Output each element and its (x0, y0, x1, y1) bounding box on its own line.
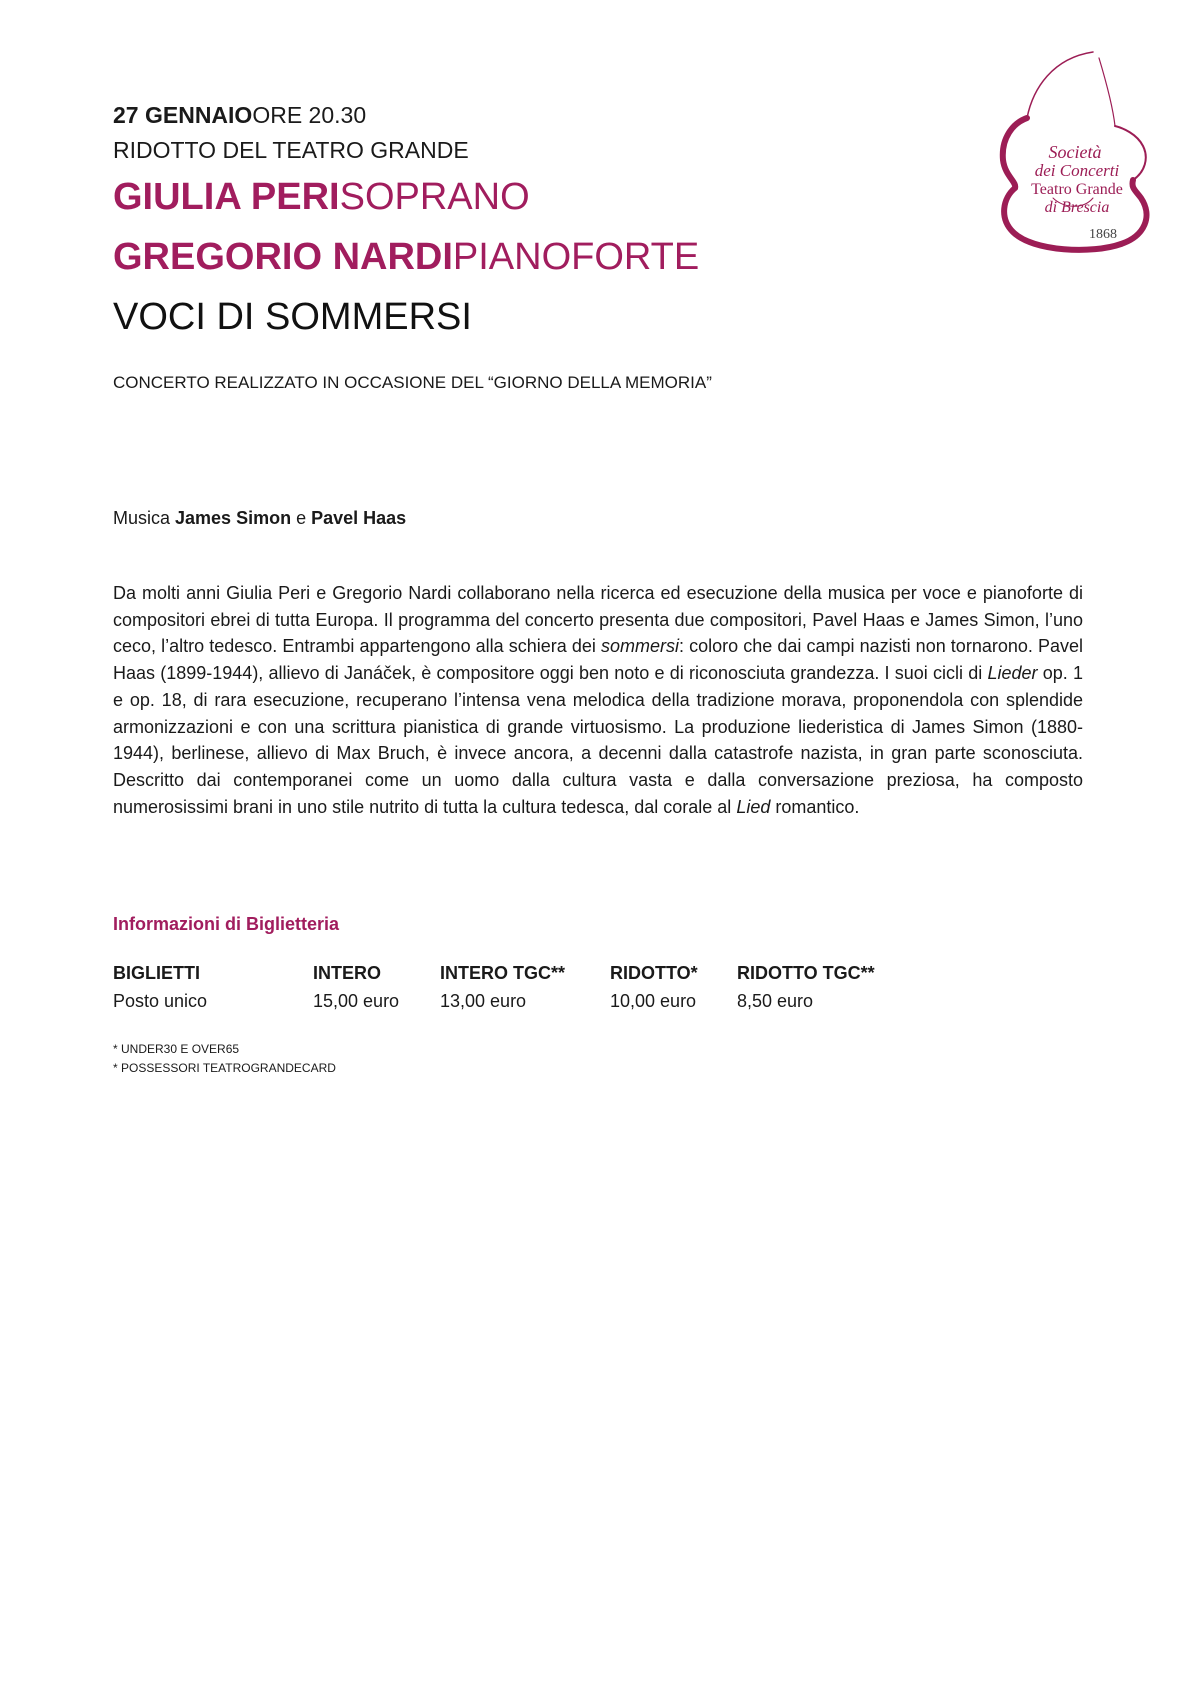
description-italic-3: Lied (736, 796, 771, 817)
artist-2 (113, 234, 699, 280)
music-credits (113, 506, 406, 530)
description-part-3: op. 1 e op. 18, di rara esecuzione, recuperano l’intensa vena melodica della tradizione morava, proponendola con splendide armonizzazioni e con una scrittura pianistica di grande virtuosismo. La produzione liederistica di James Simon (1880-1944), berlinese, allievo di Max Bruch, è invece ancora, a decenni dalla catastrofe nazista, in gran parte sconosciuta. Descritto dai contemporanei come un uomo dalla cultura vasta e dalla conversazione preziosa, ha composto numerosissimi brani in uno stile nutrito di tutta la cultura tedesca, dal corale al (113, 663, 1083, 817)
logo-text-line-2: dei Concerti (1034, 161, 1120, 180)
artist-1-name: GIULIA PERI (113, 176, 340, 218)
concert-date: 27 GENNAIO (113, 102, 253, 128)
ticket-header-cell: RIDOTTO TGC** (737, 963, 875, 983)
ticket-cell: Posto unico (113, 991, 208, 1011)
artist-2-role: PIANOFORTE (452, 236, 700, 278)
logo-text-line-3: Teatro Grande (1031, 181, 1123, 198)
date-time-line (113, 100, 366, 130)
description-part-1: Da molti anni Giulia Peri e Gregorio Nardi collaborano nella ricerca ed esecuzione della musica per voce e pianoforte di compositori ebrei di tutta Europa. Il programma del concerto presenta due compositori, Pavel Haas e James Simon, l’uno ceco, l’altro tedesco. Entrambi appartengono alla schiera dei (113, 583, 1083, 657)
ticket-header-cell: INTERO (313, 963, 382, 983)
ticket-cell: 13,00 euro (440, 991, 527, 1011)
composer-2: Pavel Haas (311, 508, 407, 528)
description-italic-2: Lieder (987, 663, 1038, 684)
footnote: * POSSESSORI TEATROGRANDECARD (113, 1061, 336, 1075)
music-joiner: e (291, 508, 312, 528)
ticket-cell: 15,00 euro (313, 991, 400, 1011)
composer-1: James Simon (175, 508, 292, 528)
ticket-cell: 8,50 euro (737, 991, 814, 1011)
ticket-cell: 10,00 euro (610, 991, 697, 1011)
table-row (113, 988, 897, 1016)
concert-time: ORE 20.30 (252, 102, 367, 128)
concert-venue: RIDOTTO DEL TEATRO GRANDE (113, 137, 469, 163)
description-part-4: romantico. (770, 796, 860, 817)
logo-year: 1868 (1089, 227, 1117, 242)
description-italic-1: sommersi (601, 636, 680, 657)
ticket-footnotes (113, 1040, 336, 1078)
artist-1 (113, 174, 530, 220)
artist-2-name: GREGORIO NARDI (113, 236, 453, 278)
concert-title: VOCI DI SOMMERSI (113, 296, 472, 338)
concert-description (113, 580, 1083, 820)
description-paragraph (113, 580, 1083, 820)
concert-subtitle: CONCERTO REALIZZATO IN OCCASIONE DEL “GIORNO DELLA MEMORIA” (113, 373, 712, 392)
artist-1-role: SOPRANO (339, 176, 530, 218)
ticket-header-cell: INTERO TGC** (440, 963, 566, 983)
societa-dei-concerti-logo (993, 48, 1153, 260)
description-part-2: : coloro che dai campi nazisti non tornarono. Pavel Haas (1899-1944), allievo di Janáček, è compositore oggi ben noto e di riconosciuta grandezza. I suoi cicli di (113, 636, 1083, 684)
footnote: * UNDER30 E OVER65 (113, 1042, 240, 1056)
logo-text-line-1: Società (1048, 142, 1102, 162)
music-prefix: Musica (113, 508, 176, 528)
ticket-header-cell: BIGLIETTI (113, 963, 200, 983)
ticket-table (113, 960, 897, 1016)
ticket-header-cell: RIDOTTO* (610, 963, 698, 983)
ticket-section-title: Informazioni di Biglietteria (113, 914, 340, 934)
logo-text-line-4: di Brescia (1044, 199, 1110, 216)
ticket-table-header (113, 960, 897, 988)
